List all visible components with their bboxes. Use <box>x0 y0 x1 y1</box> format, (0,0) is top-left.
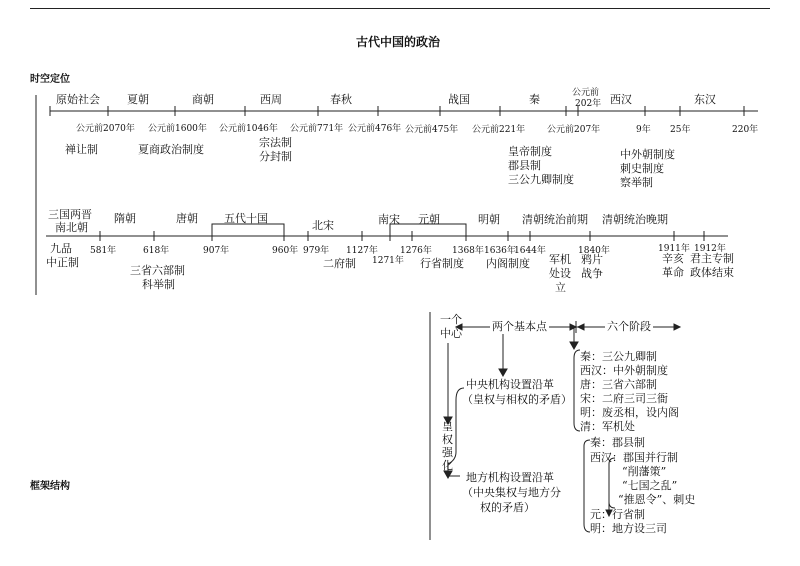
institution-label: 行省制度 <box>420 257 464 270</box>
institution-label: 察举制 <box>620 176 653 189</box>
power-label: 化 <box>442 459 453 472</box>
era-label: 唐朝 <box>176 212 198 225</box>
local-stage: “削藩策” <box>622 465 667 478</box>
section-label-timeline: 时空定位 <box>30 74 70 85</box>
era-label: 清朝统治晚期 <box>602 213 668 226</box>
era-label: 南宋 <box>378 213 400 226</box>
era-label: 五代十国 <box>224 212 268 225</box>
central-stage: 唐：三省六部制 <box>580 378 657 391</box>
central-stage: 清：军机处 <box>580 420 635 433</box>
local-stage: 西汉：郡国并行制 <box>590 451 678 464</box>
year-label: 979年 <box>303 246 330 256</box>
era-label: 商朝 <box>192 93 214 106</box>
institution-label: 战争 <box>581 267 603 280</box>
local-stage: 明：地方设三司 <box>590 522 667 535</box>
year-label: 1368年 <box>452 246 484 256</box>
year-label: 1636年 <box>484 246 516 256</box>
local-change-label: 地方机构设置沿革 <box>466 471 554 484</box>
central-stage: 宋：二府三司三衙 <box>580 392 668 405</box>
era-label: 明朝 <box>478 213 500 226</box>
year-label: 公元前1046年 <box>219 124 278 134</box>
institution-label: 处设 <box>549 267 571 280</box>
power-label: 强 <box>442 446 453 459</box>
era-label: 秦 <box>529 93 540 106</box>
institution-label: 鸦片 <box>581 253 603 266</box>
institution-label: 郡县制 <box>508 159 541 172</box>
local-change-label: （中央集权与地方分 <box>462 486 561 499</box>
year-label: 公元前1600年 <box>148 124 207 134</box>
institution-label: 辛亥 <box>662 252 684 265</box>
year-label: 220年 <box>732 125 759 135</box>
institution-label: 三公九卿制度 <box>508 173 574 186</box>
power-label: 权 <box>442 433 453 446</box>
era-label: 清朝统治前期 <box>522 213 588 226</box>
institution-label: 刺史制度 <box>620 162 664 175</box>
era-label: 公元前 <box>572 88 600 98</box>
institution-label: 中正制 <box>46 256 79 269</box>
year-label: 1840年 <box>578 246 610 256</box>
year-label: 公元前207年 <box>547 125 601 135</box>
central-change-label: （皇权与相权的矛盾） <box>462 393 572 406</box>
institution-label: 分封制 <box>259 150 292 163</box>
one-center-label: 一个 <box>440 313 462 326</box>
year-label: 25年 <box>670 125 691 135</box>
institution-label: 革命 <box>662 266 684 279</box>
institution-label: 军机 <box>549 253 571 266</box>
local-stage: “推恩令”、刺史 <box>618 493 696 506</box>
local-change-label: 权的矛盾） <box>480 501 535 514</box>
central-stage: 西汉：中外朝制度 <box>580 364 668 377</box>
central-stage: 秦：三公九卿制 <box>580 350 657 363</box>
institution-label: 皇帝制度 <box>508 145 552 158</box>
era-label: 元朝 <box>418 213 440 226</box>
central-stage: 明：废丞相，设内阁 <box>580 406 679 419</box>
era-label: 战国 <box>448 93 470 106</box>
era-label: 西周 <box>260 93 282 106</box>
central-change-label: 中央机构设置沿革 <box>466 378 554 391</box>
year-label: 618年 <box>143 246 170 256</box>
era-label: 三国两晋 <box>48 208 92 221</box>
era-label: 夏朝 <box>127 93 149 106</box>
local-stage: 秦：郡县制 <box>590 436 645 449</box>
institution-label: 九品 <box>50 242 72 255</box>
institution-label: 中外朝制度 <box>620 148 675 161</box>
institution-label: 禅让制 <box>65 143 98 156</box>
six-stages-label: 六个阶段 <box>607 320 651 333</box>
institution-label: 立 <box>555 281 566 294</box>
year-label: 581年 <box>90 246 117 256</box>
two-points-label: 两个基本点 <box>492 320 547 333</box>
era-label: 西汉 <box>610 93 632 106</box>
institution-label: 科举制 <box>142 278 175 291</box>
year-label: 960年 <box>272 246 299 256</box>
institution-label: 夏商政治制度 <box>138 143 204 156</box>
institution-label: 内阁制度 <box>486 257 530 270</box>
era-label: 原始社会 <box>56 93 100 106</box>
institution-label: 政体结束 <box>690 266 734 279</box>
institution-label: 君主专制 <box>690 252 734 265</box>
year-label: 公元前2070年 <box>76 124 135 134</box>
year-label: 1127年 <box>346 246 378 256</box>
year-label: 1912年 <box>694 244 726 254</box>
power-label: 皇 <box>442 420 453 433</box>
year-label: 1911年 <box>658 244 690 254</box>
local-stage: 元：行省制 <box>590 508 645 521</box>
year-label: 1271年 <box>372 256 404 266</box>
year-label: 9年 <box>636 125 651 135</box>
era-label: 隋朝 <box>114 212 136 225</box>
institution-label: 二府制 <box>323 257 356 270</box>
era-label: 南北朝 <box>55 221 88 234</box>
local-stage: “七国之乱” <box>622 479 678 492</box>
institution-label: 宗法制 <box>259 136 292 149</box>
one-center-label: 中心 <box>440 327 462 340</box>
era-label: 东汉 <box>694 93 716 106</box>
era-label: 春秋 <box>330 93 352 106</box>
section-label-framework: 框架结构 <box>30 481 70 492</box>
page-title: 古代中国的政治 <box>356 35 441 49</box>
year-label: 1644年 <box>514 246 546 256</box>
year-label: 907年 <box>203 246 230 256</box>
year-label: 公元前771年 <box>290 124 344 134</box>
year-label: 公元前475年 <box>405 125 459 135</box>
year-label: 1276年 <box>400 246 432 256</box>
year-label: 公元前221年 <box>472 125 526 135</box>
year-label: 公元前476年 <box>348 124 402 134</box>
institution-label: 三省六部制 <box>130 264 185 277</box>
era-label: 202年 <box>575 99 602 109</box>
era-label: 北宋 <box>312 219 334 232</box>
